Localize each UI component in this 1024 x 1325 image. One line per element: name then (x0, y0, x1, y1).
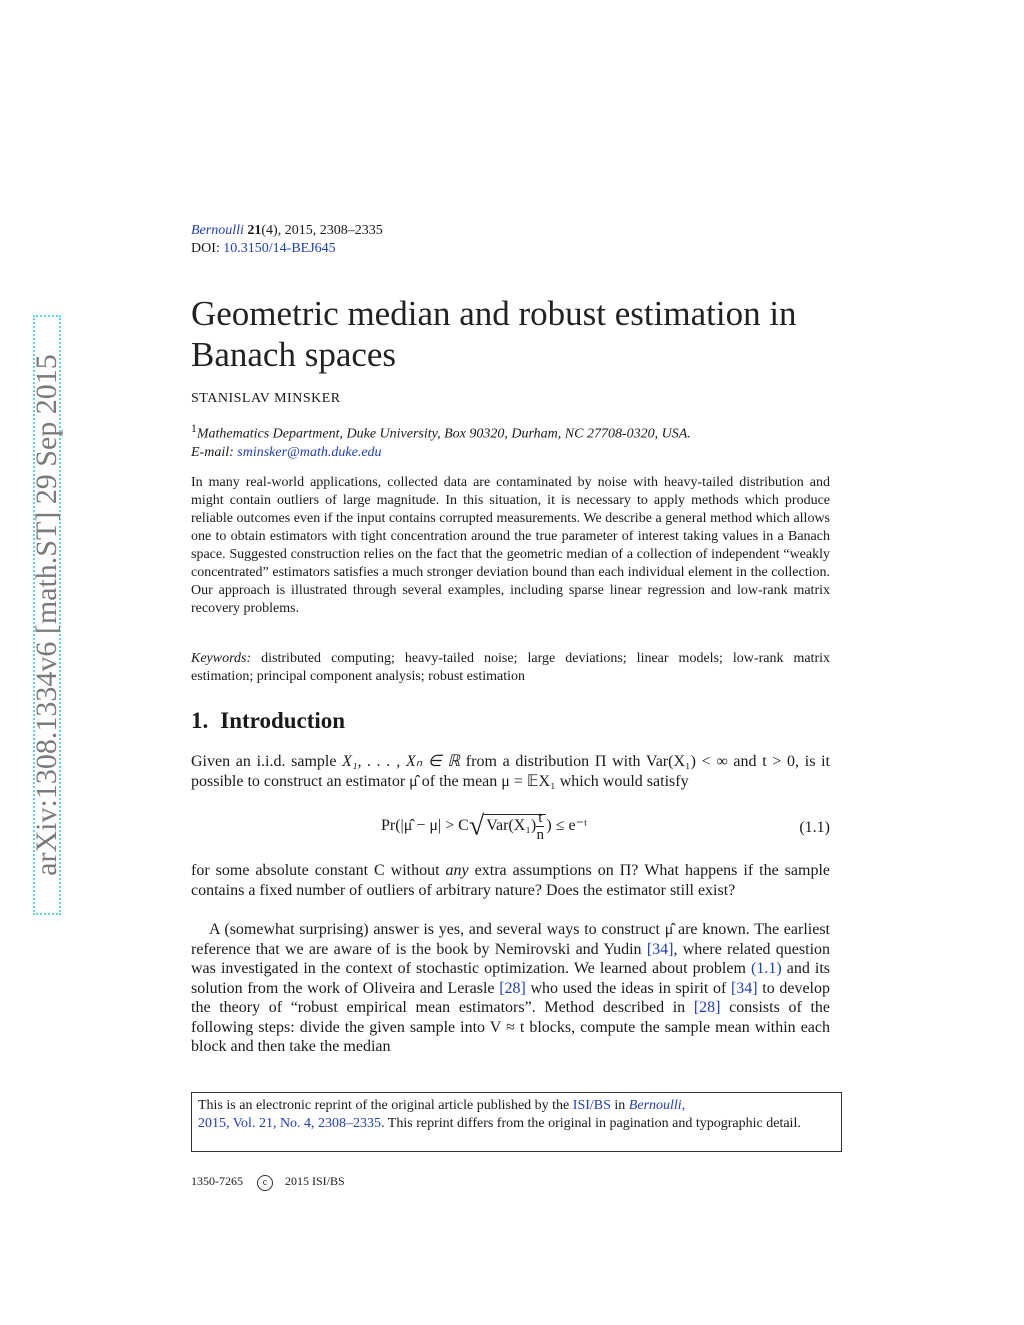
para3-text-b: , where related question was investigated in the context of stochastic optimization. We learned about problem (191, 940, 831, 977)
email-link[interactable]: sminsker@math.duke.edu (237, 444, 382, 460)
para3-text-c: and its solution from the work of Oliveira and Lerasle (191, 960, 831, 997)
para3-text-e: to develop the theory of “robust empirical mean estimators”. Method described in (191, 979, 831, 1016)
para2-emphasis: any (445, 862, 469, 879)
para3-text-f: consists of the following steps: divide the given sample into V ≈ t blocks, compute the sample mean within each block and then take the median (191, 999, 831, 1055)
copyright-text: 2015 ISI/BS (285, 1174, 345, 1188)
citation-34[interactable]: [34] (646, 940, 674, 958)
reprint-text-a: This is an electronic reprint of the original article published by the (198, 1098, 573, 1113)
isi-bs-link[interactable]: ISI/BS (572, 1098, 611, 1113)
section-title: Introduction (220, 708, 346, 733)
fraction (536, 810, 544, 843)
arxiv-stamp-text: arXiv:1308.1334v6 [math.ST] 29 Sep 2015 (30, 354, 63, 876)
paper-title: Geometric median and robust estimation in Banach spaces (191, 294, 797, 374)
equation-lhs: Pr(|μ̂ − μ| > C (381, 817, 469, 835)
email-label: E-mail: (191, 444, 234, 460)
reprint-text-b: in (610, 1098, 629, 1113)
para2-text-a: for some absolute constant C without (191, 862, 446, 879)
sqrt-inner: Var(X₁) (486, 817, 537, 835)
equation-label: (1.1) (799, 819, 830, 836)
issn: 1350-7265 (191, 1174, 243, 1188)
doi-link[interactable]: 10.3150/14-BEJ645 (223, 241, 336, 256)
citation-28[interactable]: [28] (499, 979, 526, 997)
paragraph-2 (191, 861, 830, 901)
keywords-label: Keywords: (191, 651, 252, 666)
journal-issue: (4), 2015, 2308–2335 (261, 223, 383, 238)
reprint-text-d: . This reprint differs from the original in pagination and typographic detail. (381, 1116, 801, 1131)
journal-header (191, 222, 383, 258)
section-number: 1. (191, 708, 209, 733)
affiliation-text: Mathematics Department, Duke University, Box 90320, Durham, NC 27708-0320, USA. (196, 426, 691, 442)
equation-body (381, 810, 587, 843)
copyright-icon: c (257, 1175, 273, 1191)
copyright-footer (191, 1174, 357, 1191)
paragraph-3 (191, 920, 830, 1057)
arxiv-stamp (15, 315, 85, 915)
sqrt-symbol: √ Var(X₁) $\frac{t}{n}$ (469, 810, 547, 843)
section-heading (191, 708, 345, 734)
doi-label: DOI: (191, 241, 220, 256)
citation-34-second[interactable]: [34] (730, 979, 758, 997)
affiliation (191, 420, 831, 462)
paragraph-1 (191, 752, 830, 792)
fraction-numerator: t (538, 810, 543, 826)
fraction-denominator: n (536, 827, 545, 843)
para1-math: X₁, . . . , Xₙ ∈ ℝ (342, 753, 461, 770)
para3-text-d: who used the ideas in spirit of (525, 979, 731, 997)
reprint-journal-link[interactable]: Bernoulli (628, 1098, 682, 1113)
keywords (191, 650, 830, 686)
equation-ref-1-1[interactable]: (1.1) (751, 960, 782, 977)
reprint-comma: , (681, 1098, 686, 1113)
reprint-citation-link[interactable]: 2015, Vol. 21, No. 4, 2308–2335 (198, 1116, 382, 1131)
affiliation-marker: 1 (191, 422, 197, 435)
equation-rhs: ) ≤ e⁻ᵗ (546, 817, 588, 835)
author-name: STANISLAV MINSKER (191, 391, 341, 406)
para2-text-b: extra assumptions on Π? What happens if the sample contains a fixed number of outliers of arbitrary nature? Does the estimator still exist? (191, 862, 830, 899)
para1-text-b: from a distribution Π with Var(X₁) < ∞ and t > 0, is it possible to construct an estimator μ̂ of the mean μ = 𝔼X₁ which would satisfy (191, 753, 830, 790)
journal-link[interactable]: Bernoulli (191, 223, 244, 238)
journal-volume: 21 (247, 223, 262, 238)
para1-text-a: Given an i.i.d. sample (191, 753, 343, 770)
para3-text-a: A (somewhat surprising) answer is yes, and several ways to construct μ̂ are known. The earliest reference that we are aware of is the book by Nemirovski and Yudin (191, 921, 830, 958)
equation-1-1 (191, 805, 830, 851)
citation-28-second[interactable]: [28] (693, 999, 721, 1016)
keywords-text: distributed computing; heavy-tailed noise; large deviations; linear models; low-rank matrix estimation; principal component analysis; robust estimation (191, 651, 830, 684)
abstract: In many real-world applications, collected data are contaminated by noise with heavy-tailed distribution and might contain outliers of large magnitude. In this situation, it is necessary to apply methods which produce reliable outcomes even if the input contains corrupted measurements. We describe a general method which allows one to obtain estimators with tight concentration around the true parameter of interest taking values in a Banach space. Suggested construction relies on the fact that the geometric median of a collection of independent “weakly concentrated” estimators satisfies a much stronger deviation bound than each individual element in the collection. Our approach is illustrated through several examples, including sparse linear regression and low-rank matrix recovery problems. (191, 475, 830, 616)
reprint-notice (191, 1092, 842, 1152)
